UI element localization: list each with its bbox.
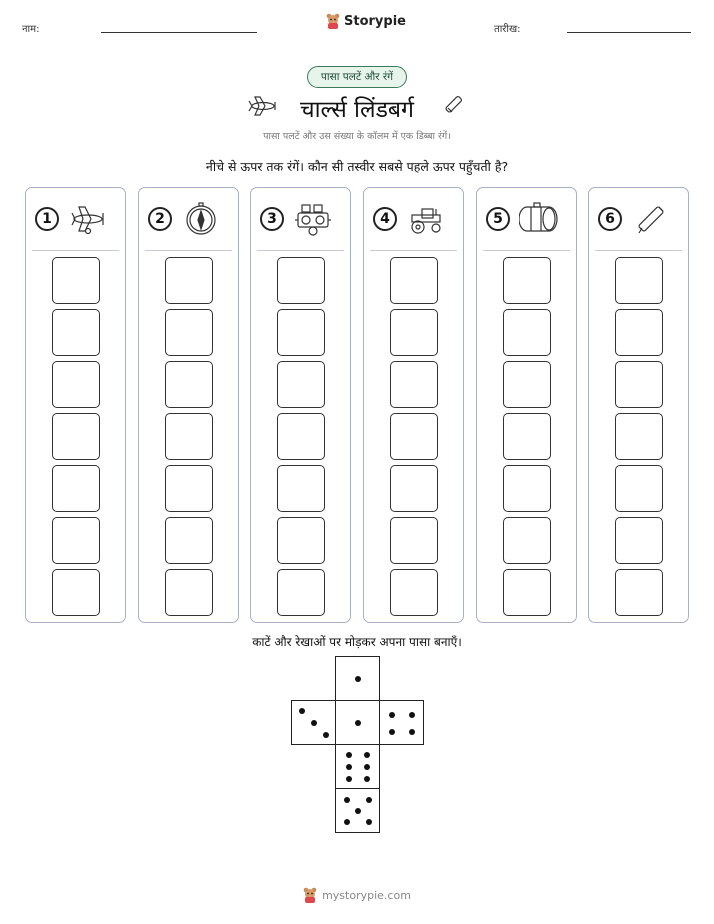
color-box[interactable] [390,309,438,356]
name-label: नाम: [22,24,40,35]
color-box[interactable] [503,569,551,616]
logo-text: Storypie [344,13,406,29]
column-divider [32,250,119,251]
color-box[interactable] [390,413,438,460]
pip [355,808,361,814]
column-divider [595,250,682,251]
color-box[interactable] [277,465,325,512]
column-1 [25,187,126,623]
color-box[interactable] [165,569,213,616]
pip [389,712,395,718]
storypie-logo [326,13,406,29]
color-box[interactable] [277,517,325,564]
name-line[interactable] [101,32,257,33]
die-face-4 [379,700,424,745]
color-box[interactable] [52,309,100,356]
color-box[interactable] [165,257,213,304]
color-box[interactable] [277,413,325,460]
tractor-icon [406,201,446,237]
pip [364,752,370,758]
color-box[interactable] [165,465,213,512]
column-number: 1 [35,207,59,231]
pip [409,712,415,718]
die-face-1-center [335,700,380,745]
color-box[interactable] [277,361,325,408]
color-box[interactable] [165,309,213,356]
die-face-1 [335,656,380,701]
color-box[interactable] [615,465,663,512]
color-box[interactable] [390,517,438,564]
die-face-6 [335,744,380,789]
telescope-icon [441,93,465,117]
pip [311,720,317,726]
instruction: नीचे से ऊपर तक रंगें। कौन सी तस्वीर सबसे पहले ऊपर पहुँचती है? [205,159,509,174]
pip [299,708,305,714]
column-divider [145,250,232,251]
column-number: 6 [598,207,622,231]
column-divider [370,250,457,251]
color-box[interactable] [52,257,100,304]
pip [366,819,372,825]
color-box[interactable] [52,361,100,408]
column-number: 2 [148,207,172,231]
die-face-5 [335,788,380,833]
color-box[interactable] [165,413,213,460]
engine-icon [293,201,333,237]
activity-pill: पासा पलटें और रंगें [307,66,407,88]
pip [346,764,352,770]
pip [355,720,361,726]
fuel-tank-icon [519,201,559,237]
color-box[interactable] [615,361,663,408]
die-face-3 [291,700,336,745]
color-box[interactable] [503,309,551,356]
pip [355,676,361,682]
color-box[interactable] [52,413,100,460]
color-box[interactable] [52,569,100,616]
color-box[interactable] [165,361,213,408]
pip [366,797,372,803]
color-box[interactable] [503,257,551,304]
pip [323,732,329,738]
telescope-icon [631,201,671,237]
color-box[interactable] [390,257,438,304]
color-box[interactable] [503,361,551,408]
color-box[interactable] [277,309,325,356]
color-box[interactable] [615,257,663,304]
column-number: 5 [486,207,510,231]
color-box[interactable] [503,517,551,564]
pip [389,729,395,735]
color-box[interactable] [615,413,663,460]
color-box[interactable] [615,309,663,356]
bear-mascot-icon [326,13,340,29]
column-2 [138,187,239,623]
column-5 [476,187,577,623]
pip [364,776,370,782]
color-box[interactable] [615,569,663,616]
compass-icon [181,201,221,237]
pip [364,764,370,770]
color-box[interactable] [52,517,100,564]
column-4 [363,187,464,623]
subtitle: पासा पलटें और उस संख्या के कॉलम में एक डिब्बा रंगें। [263,131,451,142]
column-divider [257,250,344,251]
date-line[interactable] [567,32,691,33]
date-label: तारीख: [494,24,521,35]
color-box[interactable] [615,517,663,564]
pip [346,776,352,782]
pip [344,797,350,803]
pip [346,752,352,758]
column-divider [483,250,570,251]
pip [344,819,350,825]
column-6 [588,187,689,623]
pip [409,729,415,735]
bear-mascot-icon [303,887,317,903]
color-box[interactable] [390,361,438,408]
cut-instruction: काटें और रेखाओं पर मोड़कर अपना पासा बनाएँ। [252,635,462,649]
color-box[interactable] [503,465,551,512]
color-box[interactable] [390,465,438,512]
page-title: चार्ल्स लिंडबर्ग [299,97,414,123]
footer-url[interactable]: mystorypie.com [322,888,411,902]
color-box[interactable] [503,413,551,460]
color-box[interactable] [390,569,438,616]
footer [0,887,714,903]
color-box[interactable] [52,465,100,512]
color-box[interactable] [165,517,213,564]
column-3 [250,187,351,623]
airplane-icon [68,201,108,237]
column-number: 4 [373,207,397,231]
color-box[interactable] [277,257,325,304]
column-number: 3 [260,207,284,231]
color-box[interactable] [277,569,325,616]
